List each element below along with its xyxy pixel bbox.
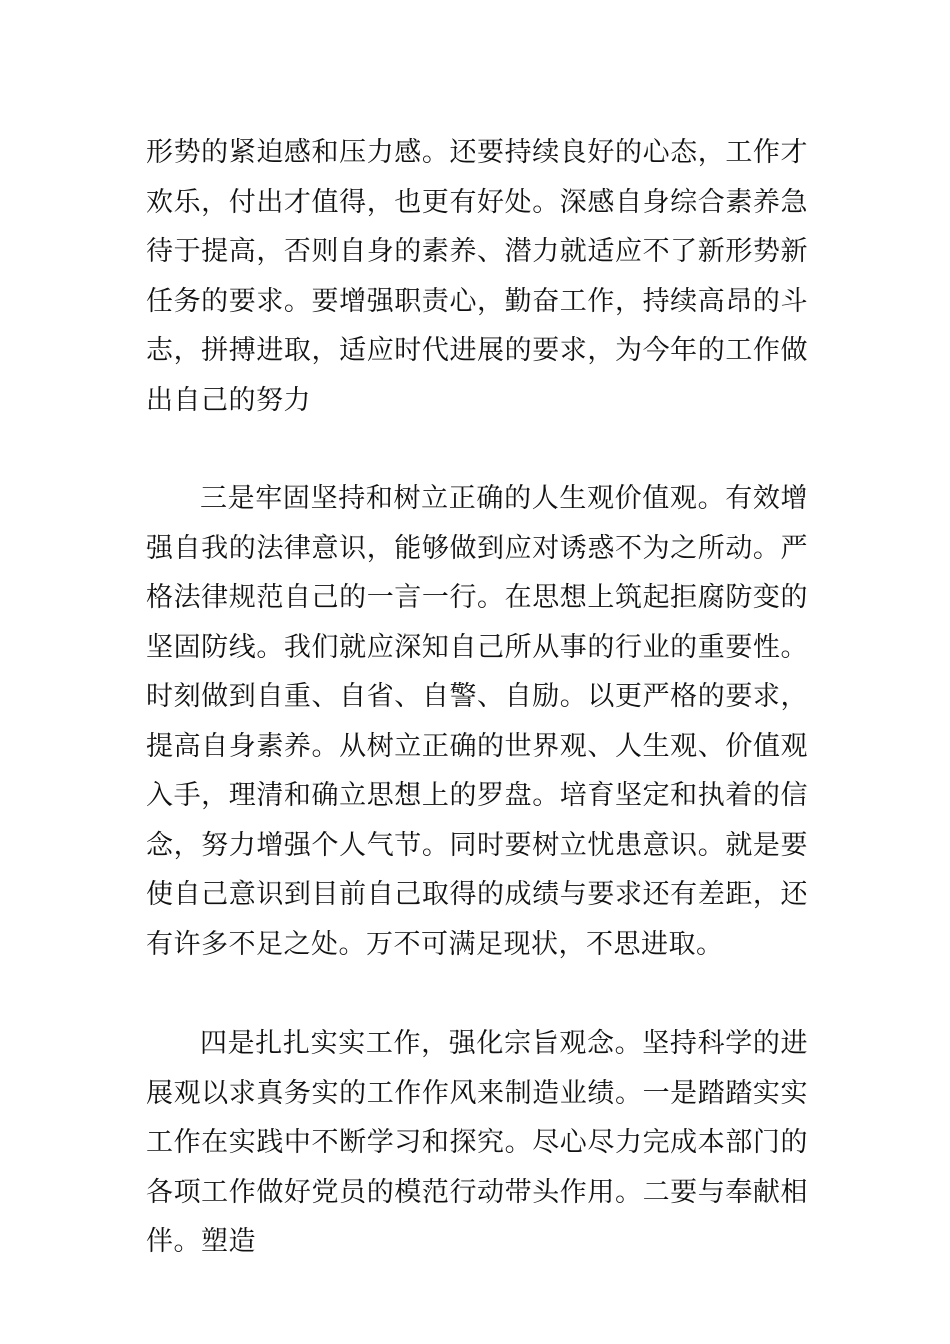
paragraph-continuation: 形势的紧迫感和压力感。还要持续良好的心态，工作才欢乐，付出才值得，也更有好处。深感自身综合素养急待于提高，否则自身的素养、潜力就适应不了新形势新任务的要求。要增强职责心，勤奋工作，持续高昂的斗志，拼搏进取，适应时代进展的要求，为今年的工作做出自己的努力 — [146, 137, 808, 416]
paragraph-three: 三是牢固坚持和树立正确的人生观价值观。有效增强自我的法律意识，能够做到应对诱惑不为之所动。严格法律规范自己的一言一行。在思想上筑起拒腐防变的坚固防线。我们就应深知自己所从事的行业的重要性。时刻做到自重、自省、自警、自励。以更严格的要求，提高自身素养。从树立正确的世界观、人生观、价值观入手，理清和确立思想上的罗盘。培育坚定和执着的信念，努力增强个人气节。同时要树立忧患意识。就是要使自己意识到目前自己取得的成绩与要求还有差距，还有许多不足之处。万不可满足现状，不思进取。 — [146, 483, 808, 960]
paragraph-four: 四是扎扎实实工作，强化宗旨观念。坚持科学的进展观以求真务实的工作作风来制造业绩。一是踏踏实实工作在实践中不断学习和探究。尽心尽力完成本部门的各项工作做好党员的模范行动带头作用。二要与奉献相伴。塑造 — [146, 1028, 808, 1257]
